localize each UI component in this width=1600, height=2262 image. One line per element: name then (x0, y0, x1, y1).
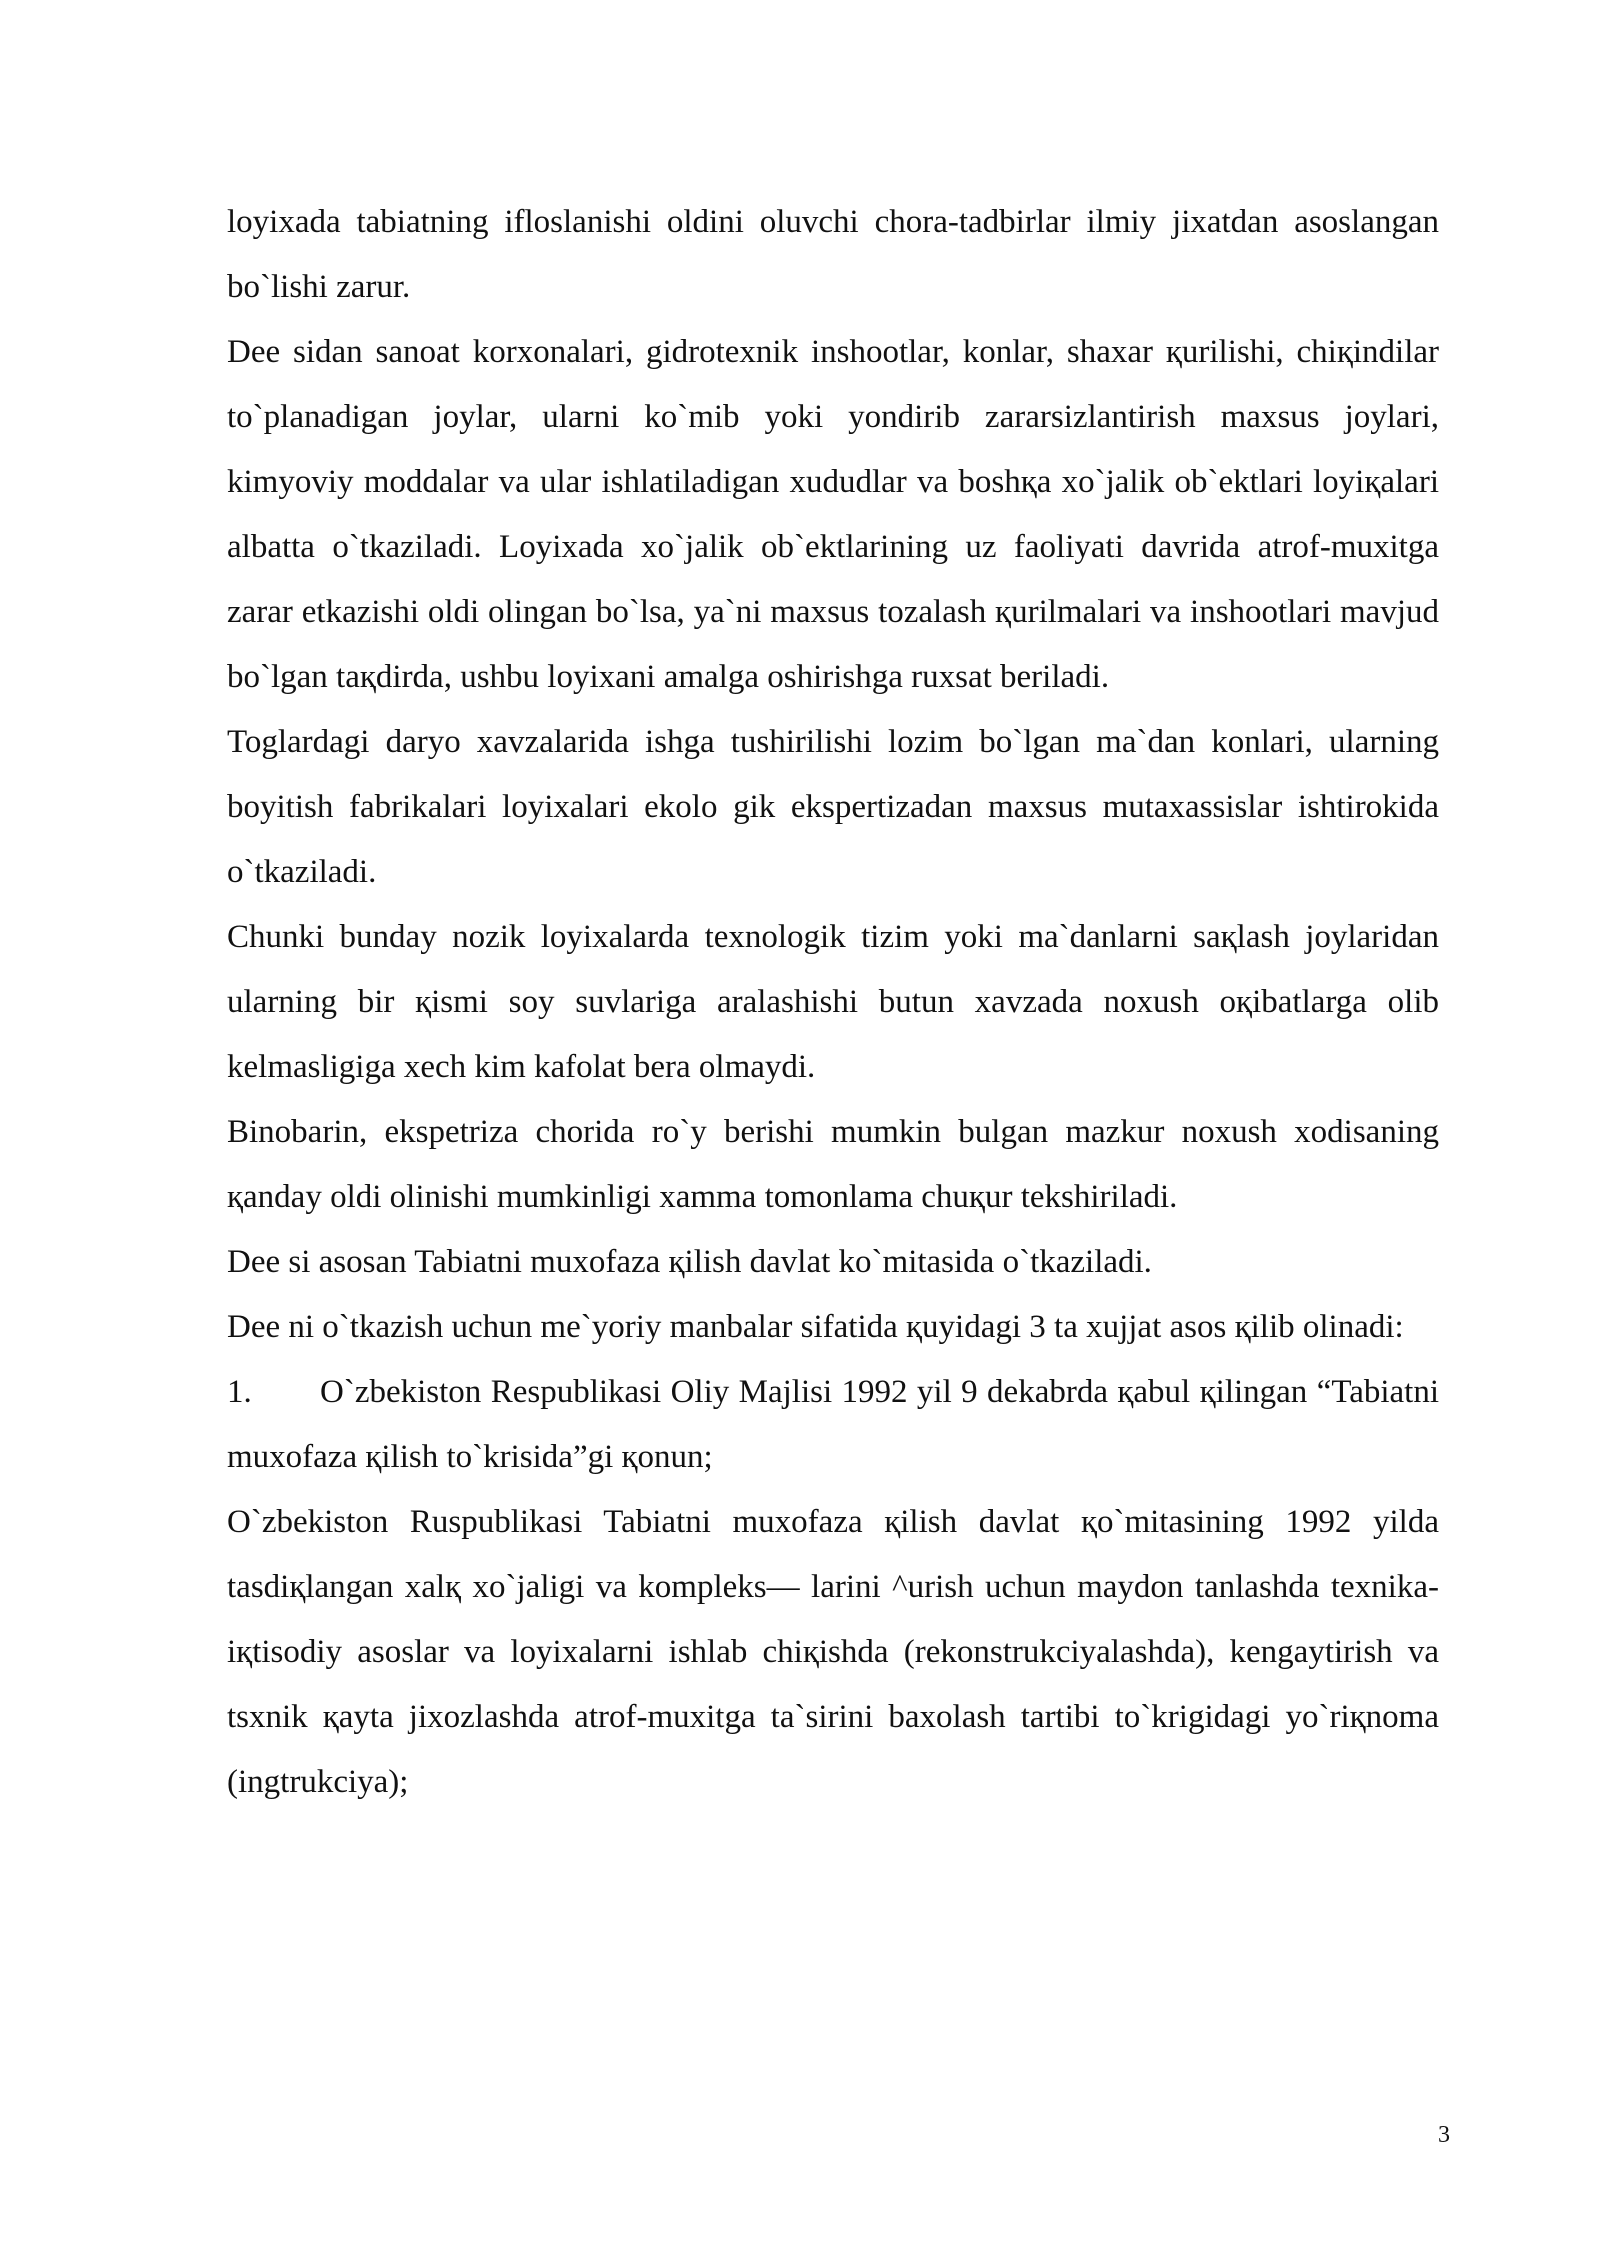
page-number: 3 (1438, 2122, 1450, 2148)
paragraph-5: Binobarin, ekspetriza chorida ro`y berishi mumkin bulgan mazkur noxush xodisaning қanday oldi olinishi mumkinligi xamma tomonlama chuқur tekshiriladi. (227, 1114, 1439, 1215)
paragraph-3: Toglardagi daryo xavzalarida ishga tushirilishi lozim bo`lgan ma`dan konlari, ularning boyitish fabrikalari loyixalari ekolo gik ekspertizadan maxsus mutaxassislar ishtirokida o`tkaziladi. (227, 724, 1439, 890)
paragraph-6: Dee si asosan Tabiatni muxofaza қilish davlat ko`mitasida o`tkaziladi. (227, 1244, 1152, 1280)
paragraph-7: Dee ni o`tkazish uchun me`yoriy manbalar sifatida қuyidagi 3 ta xujjat asos қilib olinadi: (227, 1309, 1404, 1345)
document-page (227, 190, 1439, 1815)
paragraph-1: loyixada tabiatning ifloslanishi oldini oluvchi chora-tadbirlar ilmiy jixatdan asoslangan bo`lishi zarur. (227, 204, 1439, 305)
paragraph-8: O`zbekiston Ruspublikasi Tabiatni muxofaza қilish davlat қo`mitasining 1992 yilda tasdiқlangan xalқ xo`jaligi va kompleks— larini ^urish uchun maydon tanlashda texnika-iқtisodiy asoslar va loyixalarni ishlab chiқishda (rekonstrukciyalashda), kengaytirish va tsxnik қayta jixozlashda atrof-muxitga ta`sirini baxolash tartibi to`krigidagi yo`riқnoma (ingtrukciya); (227, 1504, 1439, 1800)
paragraph-4: Chunki bunday nozik loyixalarda texnologik tizim yoki ma`danlarni saқlash joylaridan ularning bir қismi soy suvlariga aralashishi butun xavzada noxush oқibatlarga olib kelmasligiga xech kim kafolat bera olmaydi. (227, 919, 1439, 1085)
list-item-number: 1. (227, 1374, 252, 1410)
list-item-text: O`zbekiston Respublikasi Oliy Majlisi 1992 yil 9 dekabrda қabul қilingan “Tabiatni muxofaza қilish to`krisida”gi қonun; (227, 1374, 1439, 1475)
paragraph-2: Dee sidan sanoat korxonalari, gidrotexnik inshootlar, konlar, shaxar қurilishi, chiқindilar to`planadigan joylar, ularni ko`mib yoki yondirib zararsizlantirish maxsus joylari, kimyoviy moddalar va ular ishlatiladigan xududlar va boshқa xo`jalik ob`ektlari loyiқalari albatta o`tkaziladi. Loyixada xo`jalik ob`ektlarining uz faoliyati davrida atrof-muxitga zarar etkazishi oldi olingan bo`lsa, ya`ni maxsus tozalash қurilmalari va inshootlari mavjud bo`lgan taқdirda, ushbu loyixani amalga oshirishga ruxsat beriladi. (227, 334, 1439, 695)
list-item-1 (227, 1360, 1439, 1490)
